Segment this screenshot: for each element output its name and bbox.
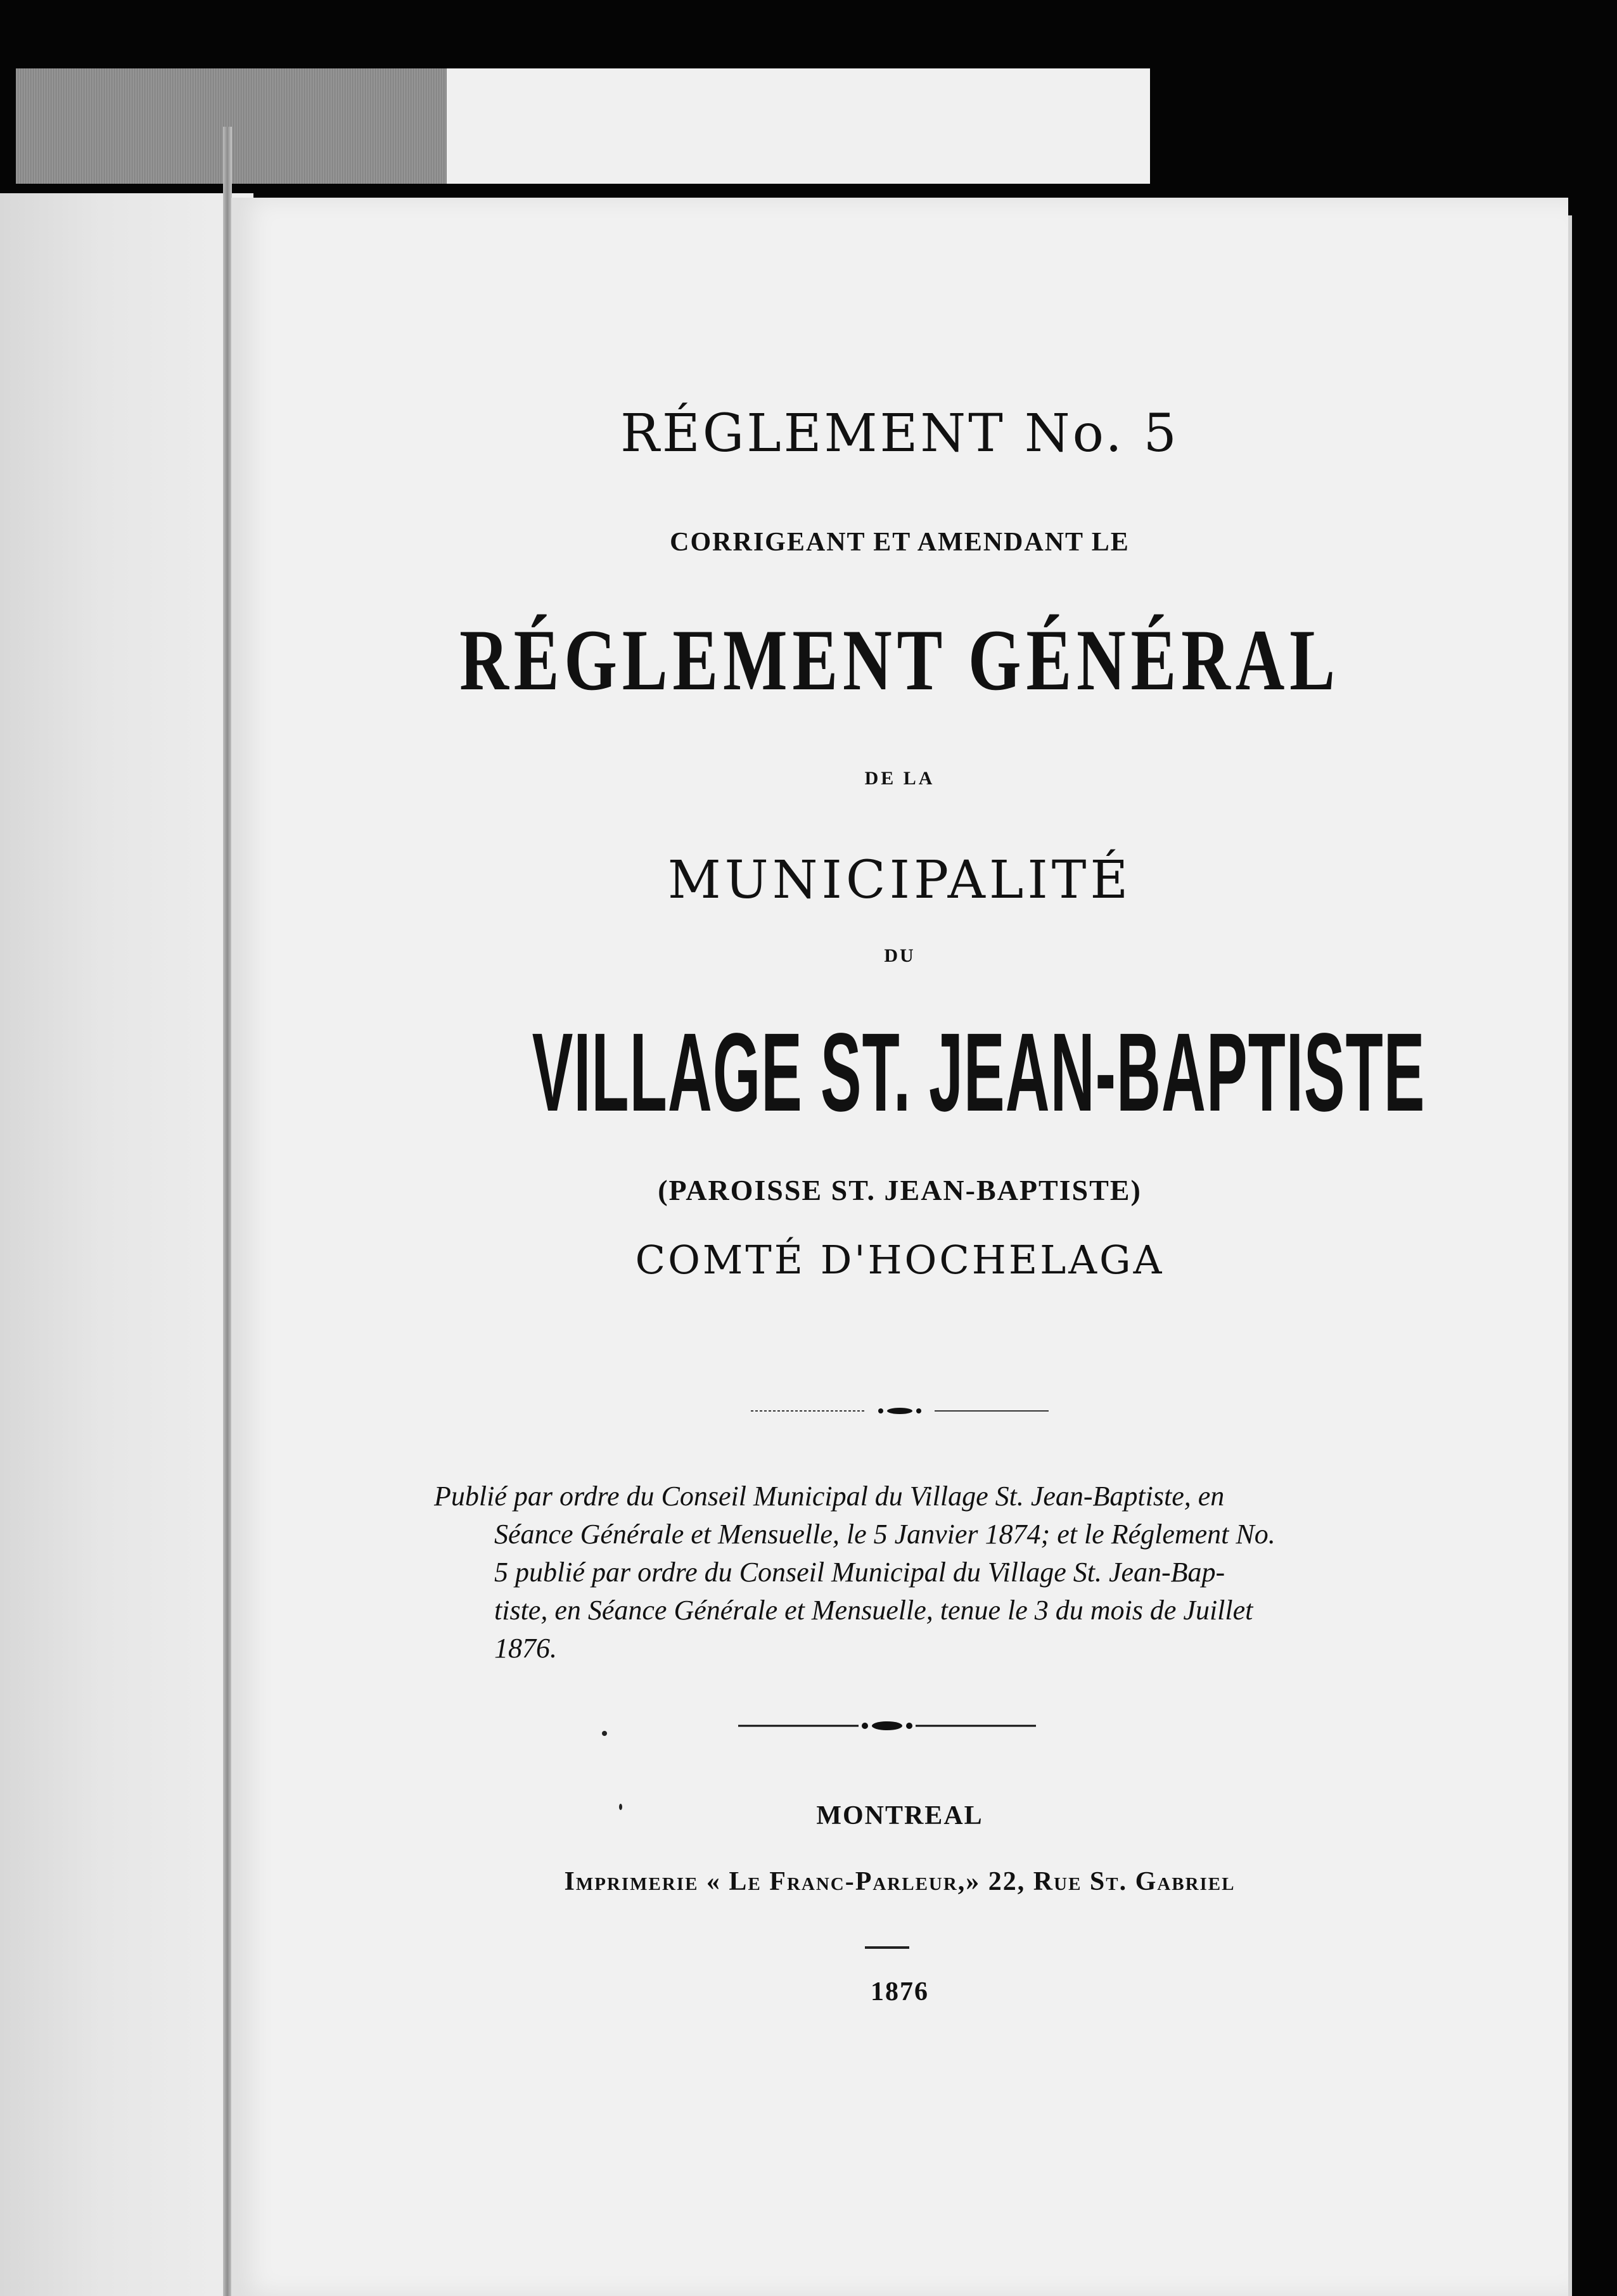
adjacent-page bbox=[0, 193, 253, 2296]
connector-de-la: DE LA bbox=[864, 768, 935, 789]
page-edge bbox=[1568, 215, 1572, 2296]
ornament-divider-top bbox=[751, 1405, 1049, 1417]
place-of-publication: MONTREAL bbox=[816, 1801, 983, 1830]
title-reglement-no: RÉGLEMENT No. 5 bbox=[620, 404, 1179, 464]
publication-paragraph bbox=[434, 1477, 1384, 1668]
connector-du: DU bbox=[884, 945, 916, 966]
paragraph-line: Séance Générale et Mensuelle, le 5 Janvier 1874; et le Réglement No. bbox=[494, 1519, 1275, 1550]
subtitle-corrigeant: CORRIGEANT ET AMENDANT LE bbox=[670, 528, 1130, 557]
paper-strip bbox=[447, 68, 1150, 184]
title-reglement-general: RÉGLEMENT GÉNÉRAL bbox=[459, 611, 1340, 708]
paragraph-line: 1876. bbox=[494, 1633, 557, 1664]
subtitle-paroisse: (PAROISSE ST. JEAN-BAPTISTE) bbox=[658, 1174, 1142, 1206]
ink-speck bbox=[602, 1731, 607, 1736]
publication-year: 1876 bbox=[871, 1977, 929, 2006]
paragraph-line: tiste, en Séance Générale et Mensuelle, tenue le 3 du mois de Juillet bbox=[494, 1595, 1253, 1626]
printer-line: Imprimerie « Le Franc-Parleur,» 22, Rue St. Gabriel bbox=[564, 1867, 1236, 1896]
title-village: VILLAGE ST. JEAN-BAPTISTE bbox=[532, 1011, 1426, 1135]
ornament-divider-bottom bbox=[738, 1718, 1036, 1733]
title-page bbox=[231, 198, 1568, 2296]
paragraph-line: 5 publié par ordre du Conseil Municipal du Village St. Jean-Bap- bbox=[494, 1557, 1225, 1588]
book-spine bbox=[223, 127, 232, 2296]
year-rule bbox=[865, 1946, 909, 1949]
subtitle-comte: COMTÉ D'HOCHELAGA bbox=[635, 1237, 1165, 1283]
ink-speck bbox=[619, 1804, 622, 1810]
paragraph-line: Publié par ordre du Conseil Municipal du Village St. Jean-Baptiste, en bbox=[434, 1481, 1225, 1512]
title-municipalite: MUNICIPALITÉ bbox=[667, 850, 1132, 910]
